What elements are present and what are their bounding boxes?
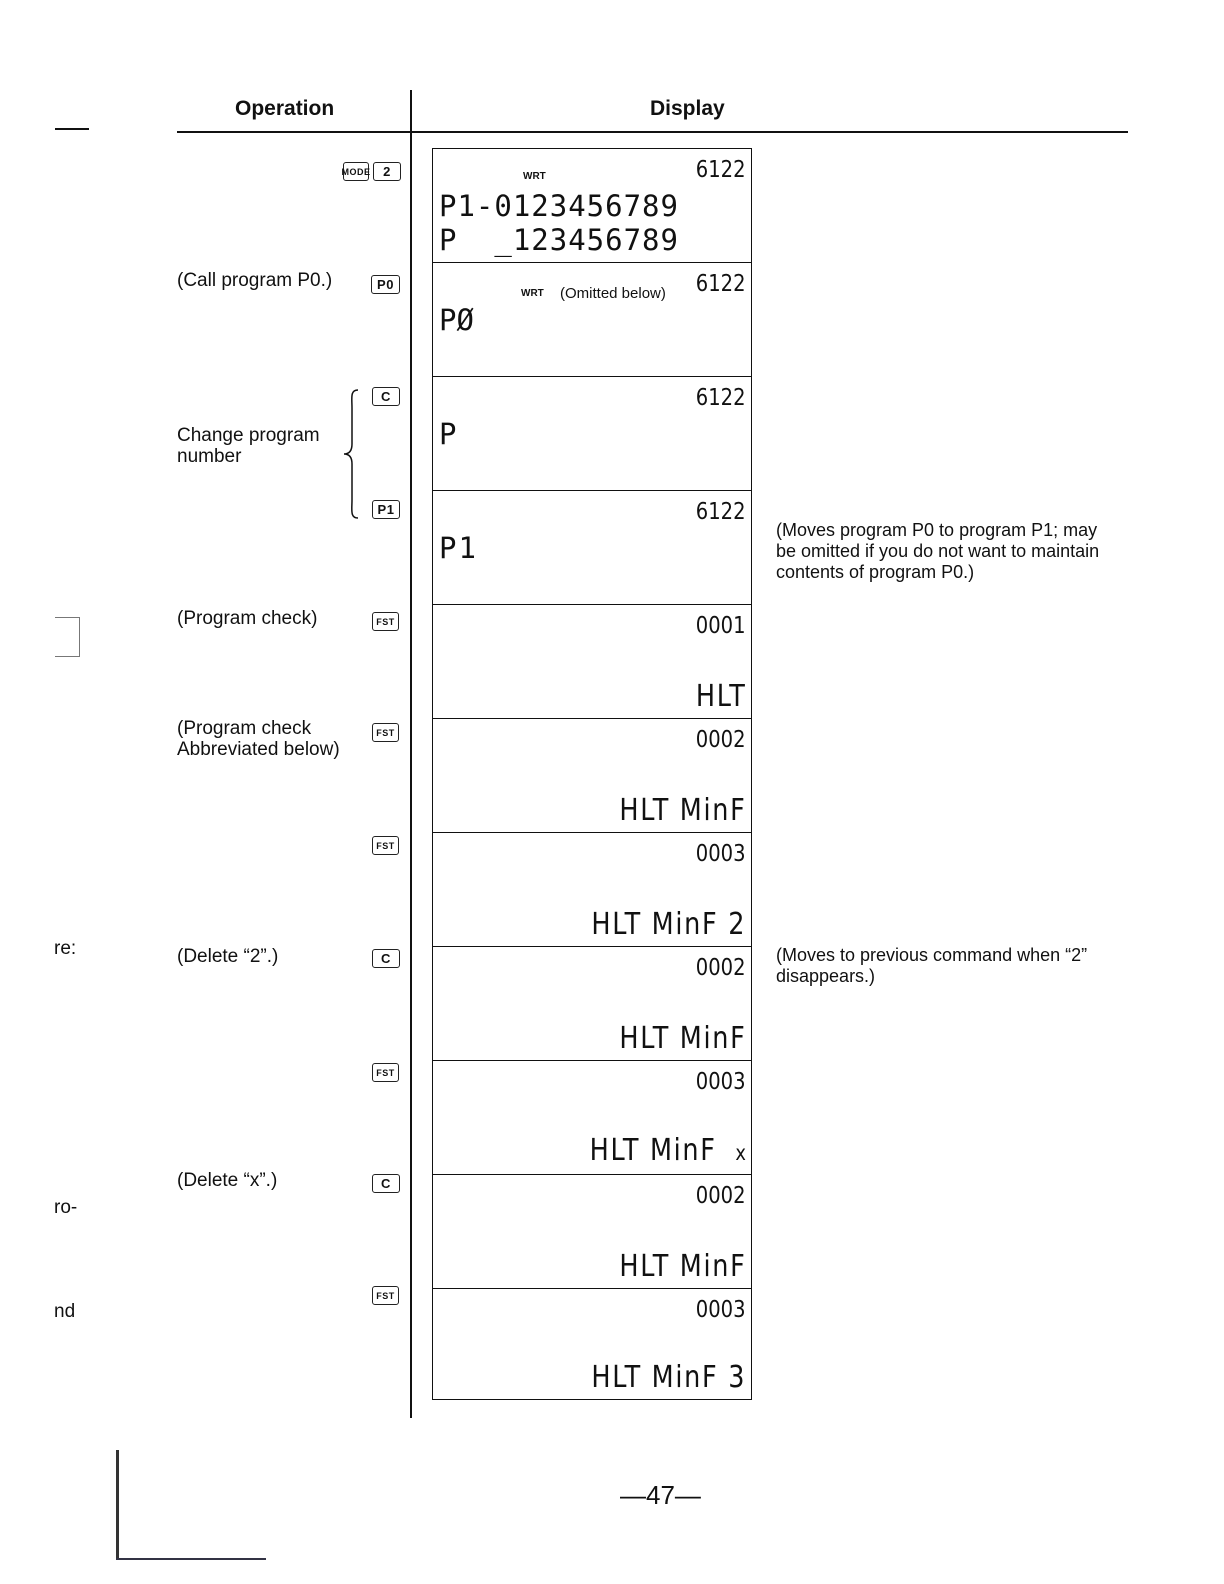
command-text: HLT MinF 3 — [591, 1360, 746, 1395]
step-number: 0003 — [696, 841, 746, 867]
edge-fragment-nd: nd — [54, 1301, 76, 1322]
page-number: —47— — [620, 1480, 701, 1510]
command-suffix: x — [735, 1141, 746, 1165]
delete-2-label: (Delete “2”.) — [177, 946, 279, 967]
program-label: P1 — [439, 531, 478, 565]
program-check-abbr-label: (Program check — [177, 718, 312, 739]
display-header: Display — [650, 97, 725, 120]
moves-program-note — [776, 520, 1099, 583]
step-number: 0003 — [696, 1069, 746, 1095]
delete-x-label: (Delete “x”.) — [177, 1170, 278, 1191]
change-program-label-2: number — [177, 446, 242, 467]
lcd-display-2 — [432, 262, 752, 376]
command-text: HLT — [695, 679, 746, 714]
lcd-display-7 — [432, 832, 752, 946]
lcd-display-1 — [432, 148, 752, 262]
wrt-indicator: WRT — [523, 171, 546, 182]
command-text: HLT MinF — [618, 793, 746, 828]
lcd-display-4 — [432, 490, 752, 604]
program-area-line: P1-0123456789 — [439, 189, 679, 223]
edge-fragment-re: re: — [54, 938, 77, 959]
command-text: HLT MinF — [618, 1249, 746, 1284]
lcd-display-8 — [432, 946, 752, 1060]
note-line: (Moves program P0 to program P1; may — [776, 520, 1098, 540]
step-number: 0001 — [696, 613, 746, 639]
left-edge-line — [55, 128, 89, 130]
lcd-display-3 — [432, 376, 752, 490]
lcd-display-10 — [432, 1174, 752, 1288]
lcd-display-6 — [432, 718, 752, 832]
command-text: HLT MinF — [618, 1021, 746, 1056]
wrt-indicator: WRT — [521, 288, 544, 299]
header-rule — [177, 131, 1128, 133]
note-line: contents of program P0.) — [776, 562, 975, 582]
step-count: 6122 — [696, 157, 746, 183]
lcd-display-5 — [432, 604, 752, 718]
command-main: HLT MinF — [589, 1133, 717, 1168]
fst-key-2: FST — [372, 723, 399, 742]
step-count: 6122 — [696, 499, 746, 525]
mode-2-key: 2 — [373, 162, 401, 181]
note-line: disappears.) — [776, 966, 876, 986]
program-check-abbr-label-2: Abbreviated below) — [177, 739, 340, 760]
change-program-label: Change program — [177, 425, 320, 446]
command-text — [590, 1133, 746, 1168]
p0-key: P0 — [371, 275, 400, 294]
command-text: HLT MinF 2 — [591, 907, 746, 942]
fst-key-4: FST — [372, 1063, 399, 1082]
fst-key-1: FST — [372, 612, 399, 631]
step-number: 0002 — [696, 1183, 746, 1209]
program-label: P — [439, 417, 457, 451]
step-number: 0002 — [696, 955, 746, 981]
c-key: C — [372, 387, 400, 406]
binding-foot — [116, 1558, 266, 1560]
step-number: 0002 — [696, 727, 746, 753]
call-program-label: (Call program P0.) — [177, 270, 333, 291]
omitted-note: (Omitted below) — [560, 285, 666, 302]
program-label: PØ — [439, 303, 474, 337]
step-count: 6122 — [696, 385, 746, 411]
binding-shadow — [116, 1450, 119, 1560]
lcd-display-11 — [432, 1288, 752, 1400]
lcd-display-9 — [432, 1060, 752, 1174]
note-line: be omitted if you do not want to maintain — [776, 541, 1100, 561]
step-number: 0003 — [696, 1297, 746, 1323]
c-key-2: C — [372, 949, 400, 968]
c-key-3: C — [372, 1174, 400, 1193]
program-check-label: (Program check) — [177, 608, 318, 629]
column-divider — [410, 90, 412, 1418]
step-count: 6122 — [696, 271, 746, 297]
note-line: (Moves to previous command when “2” — [776, 945, 1088, 965]
program-area-line-2: P _123456789 — [439, 223, 679, 257]
edge-fragment-ro: ro- — [54, 1197, 78, 1218]
operation-header: Operation — [235, 97, 335, 120]
moves-previous-note — [776, 945, 1087, 987]
mode-key: MODE — [343, 162, 369, 181]
fst-key-5: FST — [372, 1286, 399, 1305]
brace-icon — [340, 388, 362, 520]
left-edge-box — [55, 617, 80, 657]
fst-key-3: FST — [372, 836, 399, 855]
p1-key: P1 — [372, 500, 400, 519]
